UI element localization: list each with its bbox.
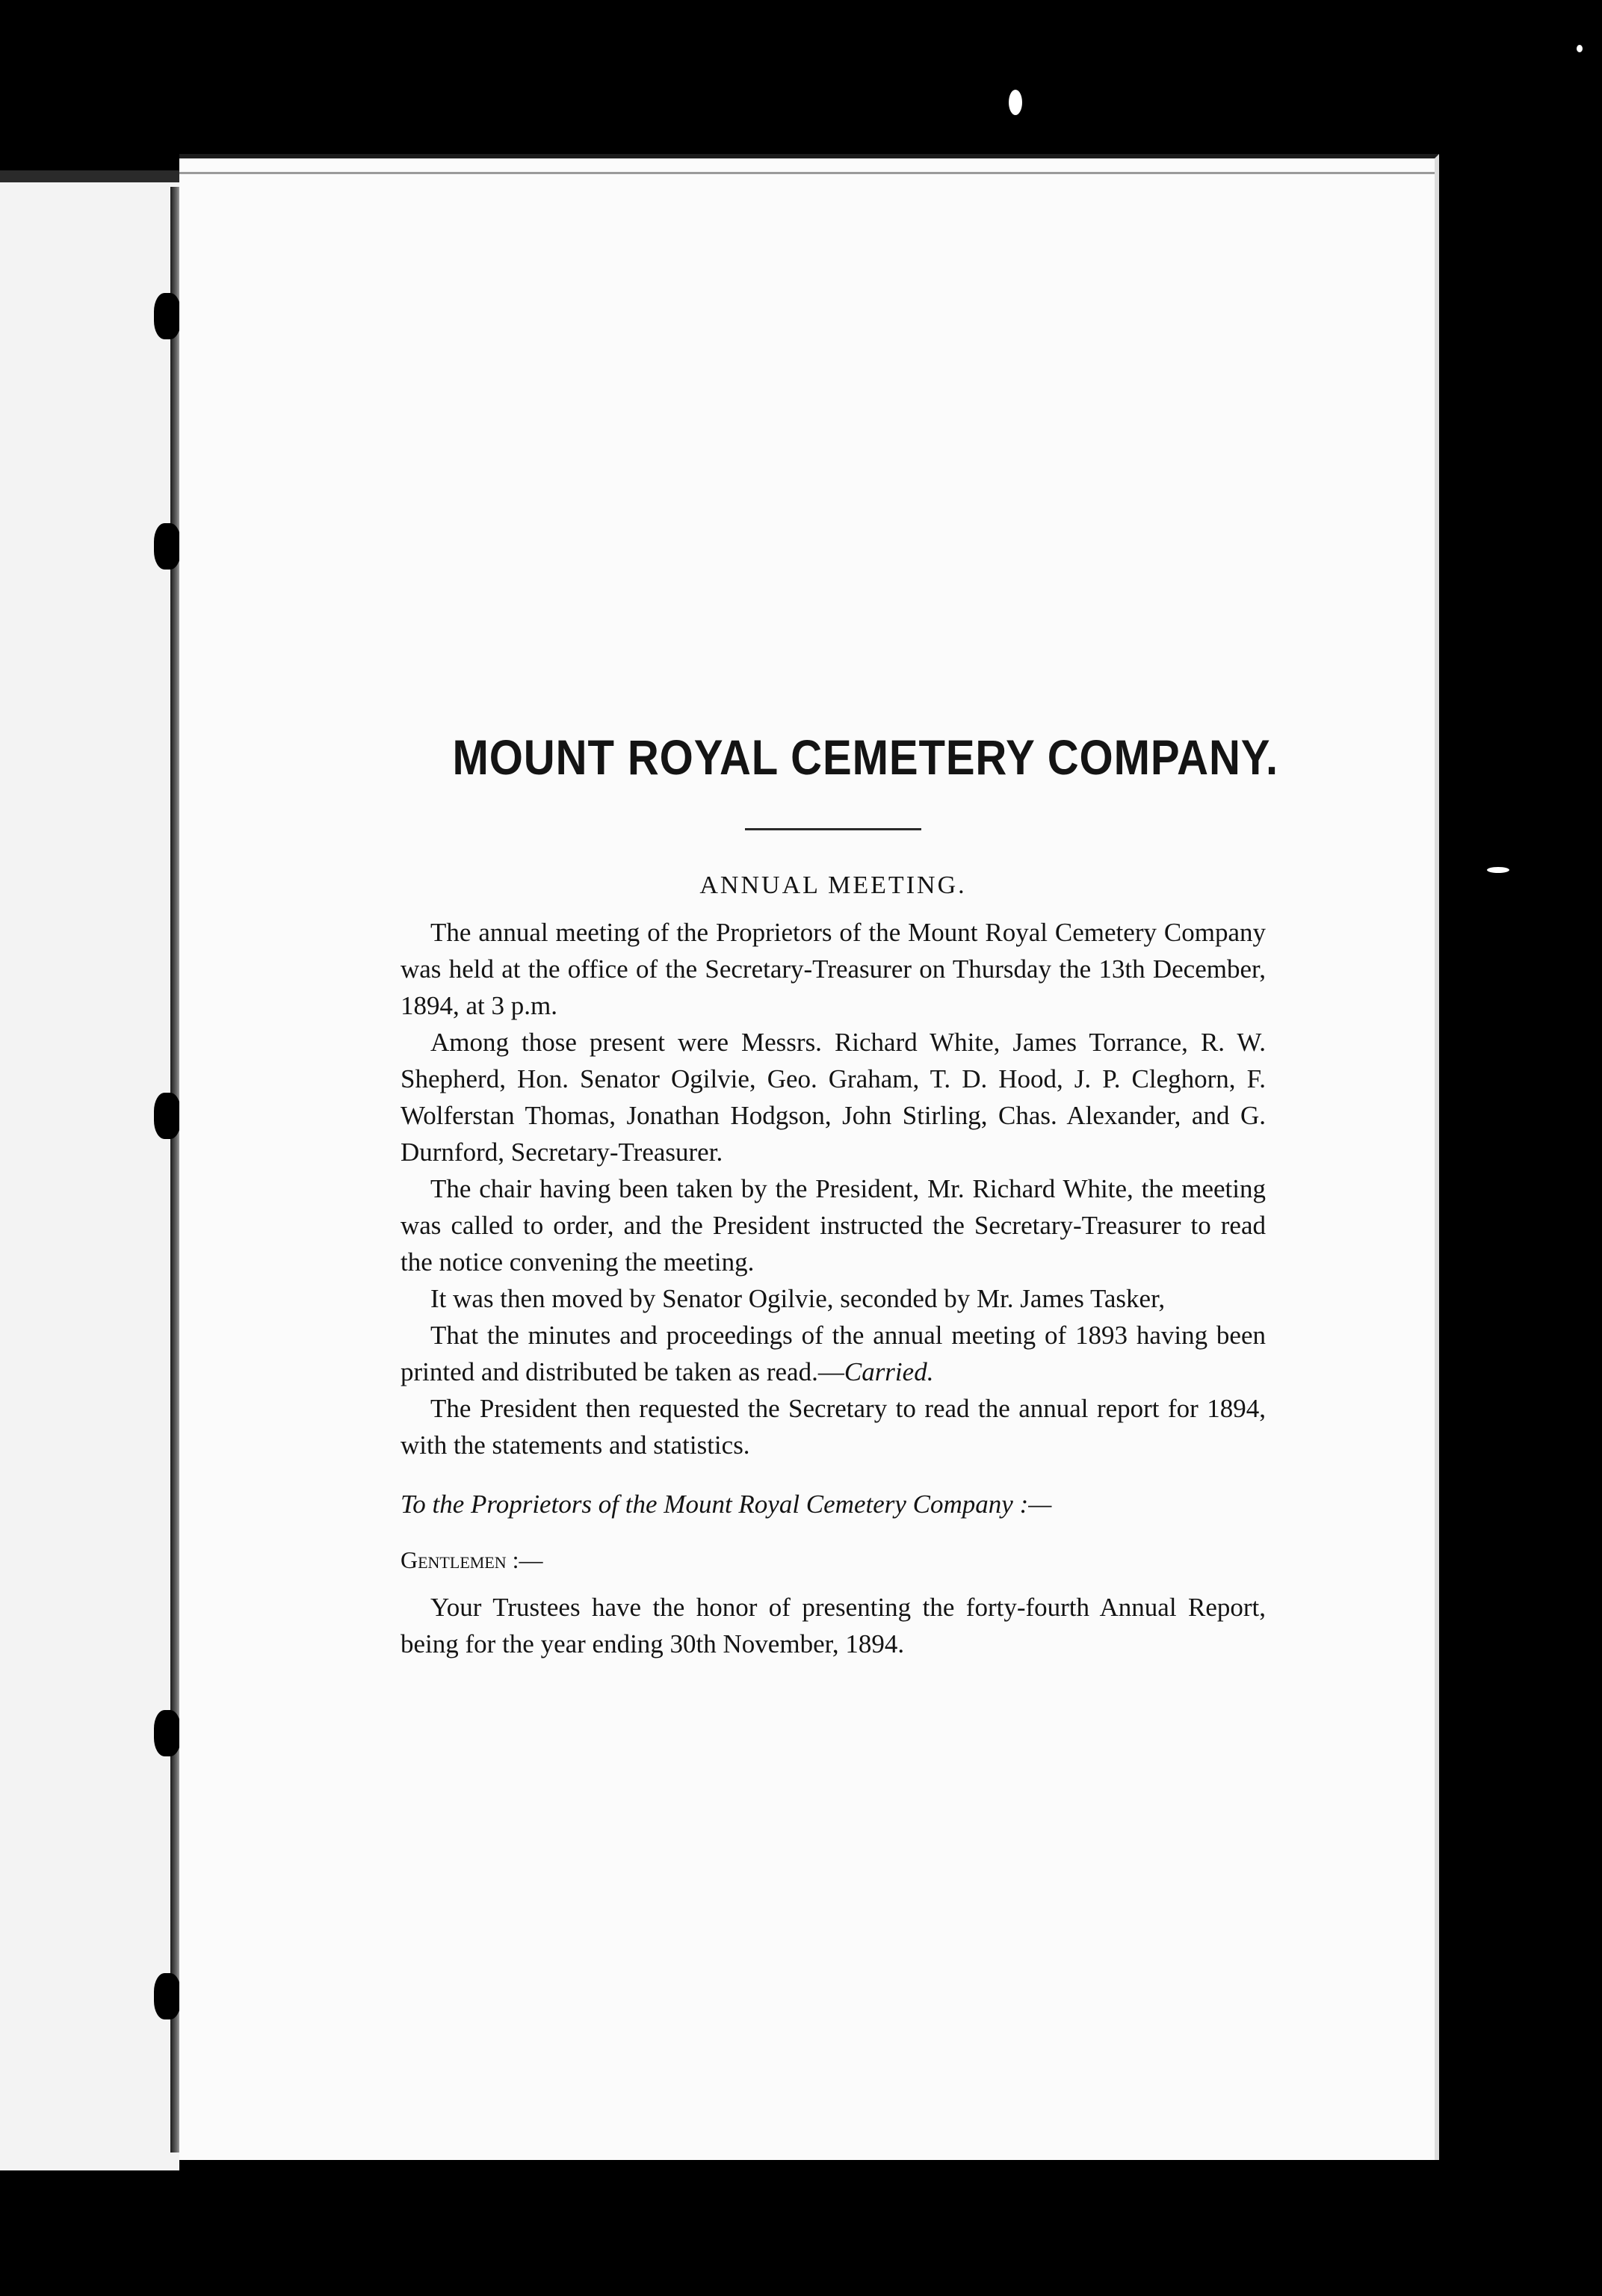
paragraph-meeting-held: The annual meeting of the Proprietors of the Mount Royal Cemetery Company was held at the office of the Secretary-Treasurer on Thursday the 13th December, 1894, at 3 p.m. bbox=[400, 918, 1266, 1020]
paragraph-motion bbox=[400, 1317, 1266, 1390]
facing-page-edge bbox=[0, 170, 179, 2170]
motion-text: That the minutes and proceedings of the annual meeting of 1893 having been printed and distributed be taken as read.— bbox=[400, 1321, 1266, 1386]
document-page bbox=[179, 154, 1439, 2160]
paragraph-report-request: The President then requested the Secretary to read the annual report for 1894, with the statements and statistics. bbox=[400, 1394, 1266, 1460]
page-top-rule bbox=[179, 172, 1435, 174]
carried-label: Carried. bbox=[844, 1357, 934, 1386]
gentlemen-greeting: Gentlemen :— bbox=[400, 1546, 543, 1573]
paragraph-report-opening: Your Trustees have the honor of presenting the forty-fourth Annual Report, being for the year ending 30th November, 1894. bbox=[400, 1593, 1266, 1658]
report-salutation: To the Proprietors of the Mount Royal Cemetery Company :— bbox=[400, 1490, 1052, 1519]
binding-stitch bbox=[154, 523, 181, 570]
scan-speck bbox=[1487, 867, 1509, 873]
paragraph-chair: The chair having been taken by the President, Mr. Richard White, the meeting was called to order, and the President instructed the Secretary-Treasurer to read the notice convening the meeting. bbox=[400, 1174, 1266, 1277]
binding-stitch bbox=[154, 1093, 181, 1139]
paragraph-attendees: Among those present were Messrs. Richard White, James Torrance, R. W. Shepherd, Hon. Senator Ogilvie, Geo. Graham, T. D. Hood, J. P. Cleghorn, F. Wolferstan Thomas, Jonathan Hodgson, John Stirling, Chas. Alexander, and G. Durnford, Secretary-Treasurer. bbox=[400, 1028, 1266, 1167]
binding-stitch bbox=[154, 293, 181, 339]
paragraph-motion-intro: It was then moved by Senator Ogilvie, seconded by Mr. James Tasker, bbox=[430, 1284, 1166, 1313]
scan-speck bbox=[1577, 45, 1583, 52]
page-content bbox=[400, 723, 1278, 1662]
page-title: MOUNT ROYAL CEMETERY COMPANY. bbox=[452, 729, 1278, 785]
scan-speck bbox=[1009, 90, 1022, 115]
binding-stitch bbox=[154, 1710, 181, 1756]
binding-stitch bbox=[154, 1973, 181, 2019]
title-divider bbox=[745, 828, 921, 830]
section-heading: ANNUAL MEETING. bbox=[699, 871, 967, 899]
